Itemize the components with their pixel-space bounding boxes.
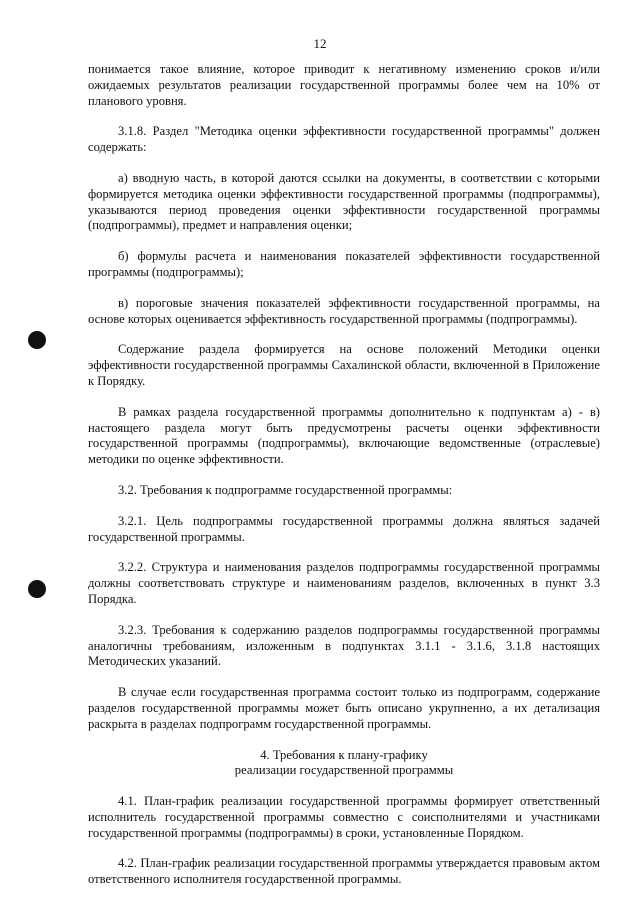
paragraph: 3.2.2. Структура и наименования разделов подпрограммы государственной программы должны соответствовать структуре и наименованиям разделов, включенных в пункт 3.3 Порядка. <box>88 560 600 606</box>
paragraph: 3.2.1. Цель подпрограммы государственной программы должна являться задачей государственной программы. <box>88 513 600 544</box>
paragraph: в) пороговые значения показателей эффективности государственной программы, на основе которых оценивается эффективность государственной программы (подпрограммы). <box>88 295 600 326</box>
section-heading-line: реализации государственной программы <box>234 763 454 778</box>
punch-hole <box>28 580 46 598</box>
section-heading-line: 4. Требования к плану-графику <box>260 747 428 762</box>
paragraph: В рамках раздела государственной программы дополнительно к подпунктам а) - в) настоящего раздела могут быть предусмотрены расчеты оценки эффективности государственной программы (подпрограммы), включающие ведомственные (отраслевые) методики по оценке эффективности. <box>88 404 600 467</box>
punch-hole <box>28 331 46 349</box>
paragraph: 4.2. План-график реализации государственной программы утверждается правовым актом ответственного исполнителя государственной программы. <box>88 856 600 887</box>
paragraph: Содержание раздела формируется на основе положений Методики оценки эффективности государственной программы Сахалинской области, включенной в Приложение к Порядку. <box>88 342 600 388</box>
section-heading <box>88 748 600 780</box>
paragraph: а) вводную часть, в которой даются ссылки на документы, в соответствии с которыми формируется методика оценки эффективности государственной программы (подпрограммы), указываются период проведения оценки эффективности государственной программы (подпрограммы), предмет и направления оценки; <box>88 170 600 233</box>
paragraph: понимается такое влияние, которое приводит к негативному изменению сроков и/или ожидаемых результатов реализации государственной программы более чем на 10% от планового уровня. <box>88 62 600 108</box>
paragraph: В случае если государственная программа состоит только из подпрограмм, содержание разделов государственной программы может быть описано укрупненно, а их детализация раскрыта в разделах подпрограмм государственной программы. <box>88 685 600 731</box>
document-body <box>88 62 600 903</box>
paragraph: 3.1.8. Раздел "Методика оценки эффективности государственной программы" должен содержать: <box>88 124 600 155</box>
paragraph: 3.2. Требования к подпрограмме государственной программы: <box>118 482 453 497</box>
paragraph: 3.2.3. Требования к содержанию разделов подпрограммы государственной программы аналогичны требованиям, изложенным в подпунктах 3.1.1 - 3.1.6, 3.1.8 настоящих Методических указаний. <box>88 622 600 669</box>
page-number: 12 <box>313 36 327 51</box>
paragraph: б) формулы расчета и наименования показателей эффективности государственной программы (подпрограммы); <box>88 249 600 279</box>
paragraph: 4.1. План-график реализации государственной программы формирует ответственный исполнитель государственной программы совместно с соисполнителями и участниками государственной программы (подпрограммы) в сроки, установленные Порядком. <box>88 794 600 840</box>
